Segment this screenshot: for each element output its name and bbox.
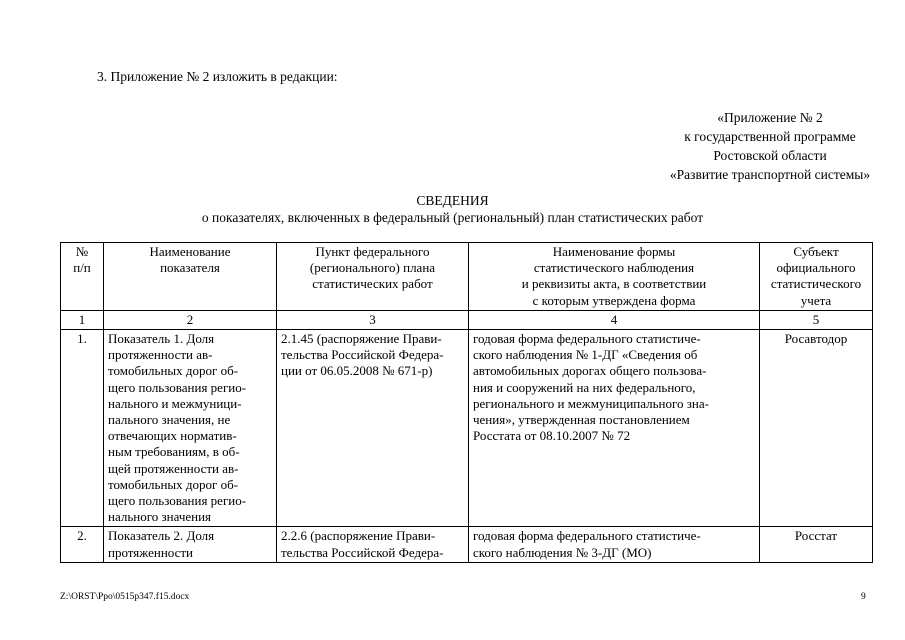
table-row: [61, 330, 873, 527]
statistical-subject: Росстат: [760, 527, 873, 562]
header-indicator: Наименование показателя: [104, 243, 277, 311]
form-description: годовая форма федерального статистиче- ского наблюдения № 3-ДГ (МО): [469, 527, 760, 562]
row-number: 2.: [61, 527, 104, 562]
appendix-line: «Развитие транспортной системы»: [669, 167, 871, 182]
document-title: [0, 192, 905, 226]
indicator-name: Показатель 2. Доля протяженности: [104, 527, 277, 562]
column-number: 2: [104, 310, 277, 329]
column-number: 1: [61, 310, 104, 329]
intro-paragraph: 3. Приложение № 2 изложить в редакции:: [97, 69, 338, 84]
column-number: 4: [469, 310, 760, 329]
appendix-line: «Приложение № 2: [717, 110, 823, 125]
appendix-line: к государственной программе: [684, 129, 856, 144]
column-number: 3: [277, 310, 469, 329]
footer-file-path: Z:\ORST\Ppo\0515p347.f15.docx: [60, 592, 190, 602]
header-subject: Субъект официального статистического учета: [760, 243, 873, 311]
statistical-subject: Росавтодор: [760, 330, 873, 527]
header-plan-item: Пункт федерального (регионального) плана статистических работ: [277, 243, 469, 311]
table-header-row: [61, 243, 873, 311]
column-number: 5: [760, 310, 873, 329]
appendix-heading: [640, 108, 900, 184]
indicators-table: [60, 242, 873, 563]
appendix-line: Ростовской области: [713, 148, 827, 163]
form-description: годовая форма федерального статистиче- ского наблюдения № 1-ДГ «Сведения об автомобильных дорогах общего пользова- ния и сооружений на них федерального, регионального и межмуниципального зна- чения», утвержденная постановлением Росстата от 08.10.2007 № 72: [469, 330, 760, 527]
page-number: 9: [861, 592, 866, 602]
plan-item: 2.1.45 (распоряжение Прави- тельства Российской Федера- ции от 06.05.2008 № 671-р): [277, 330, 469, 527]
plan-item: 2.2.6 (распоряжение Прави- тельства Российской Федера-: [277, 527, 469, 562]
table-row: [61, 527, 873, 562]
row-number: 1.: [61, 330, 104, 527]
indicator-name: Показатель 1. Доля протяженности ав- томобильных дорог об- щего пользования регио- нального и межмуници- пального значения, не отвечающих норматив- ным требованиям, в об- щей протяженности ав- томобильных дорог об- щего пользования регио- нального значения: [104, 330, 277, 527]
title-main: СВЕДЕНИЯ: [416, 193, 489, 208]
title-subtitle: о показателях, включенных в федеральный (региональный) план статистических работ: [201, 210, 704, 225]
header-form: Наименование формы статистического наблюдения и реквизиты акта, в соответствии с которым утверждена форма: [469, 243, 760, 311]
column-number-row: [61, 310, 873, 329]
header-num: № п/п: [61, 243, 104, 311]
